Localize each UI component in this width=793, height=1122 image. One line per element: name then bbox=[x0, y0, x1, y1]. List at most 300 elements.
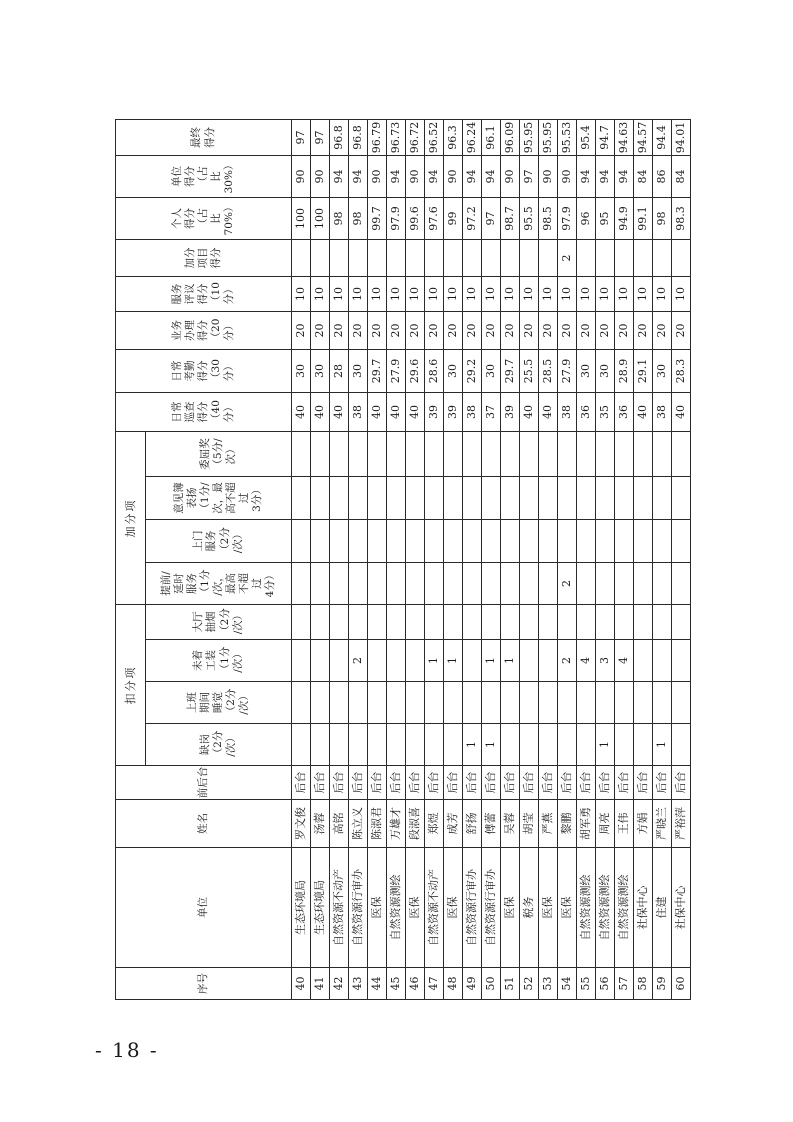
cell-home-service bbox=[653, 520, 672, 563]
cell-final-score: 95.95 bbox=[520, 120, 539, 156]
cell-attendance-score: 30 bbox=[444, 350, 463, 393]
cell-patrol-score: 40 bbox=[330, 393, 349, 432]
cell-extended-service: 2 bbox=[558, 563, 577, 605]
header-final-score: 最终 得分 bbox=[116, 120, 292, 156]
cell-review-score: 10 bbox=[520, 277, 539, 312]
cell-grievance bbox=[482, 432, 501, 477]
cell-grievance bbox=[349, 432, 368, 477]
cell-attendance-score: 29.1 bbox=[634, 350, 653, 393]
cell-unit: 社保中心 bbox=[672, 848, 691, 968]
table-row bbox=[368, 120, 387, 1000]
cell-absent bbox=[558, 724, 577, 766]
cell-patrol-score: 39 bbox=[501, 393, 520, 432]
header-bonus-group: 加分项 bbox=[116, 432, 146, 605]
cell-index: 59 bbox=[653, 968, 672, 1000]
table-row bbox=[349, 120, 368, 1000]
cell-post: 后台 bbox=[292, 766, 311, 800]
header-deduct-group: 扣分项 bbox=[116, 605, 146, 766]
cell-uniform bbox=[330, 640, 349, 682]
cell-personal-score: 98.3 bbox=[672, 198, 691, 240]
cell-bonus-score bbox=[463, 240, 482, 277]
cell-bonus-score bbox=[615, 240, 634, 277]
cell-sleep bbox=[425, 682, 444, 724]
table-row bbox=[406, 120, 425, 1000]
cell-unit: 医保 bbox=[558, 848, 577, 968]
cell-index: 48 bbox=[444, 968, 463, 1000]
cell-post: 后台 bbox=[520, 766, 539, 800]
cell-sleep bbox=[387, 682, 406, 724]
cell-unit: 自然资源不动产 bbox=[330, 848, 349, 968]
cell-personal-score: 97.9 bbox=[558, 198, 577, 240]
cell-post: 后台 bbox=[615, 766, 634, 800]
cell-sleep bbox=[672, 682, 691, 724]
cell-absent bbox=[292, 724, 311, 766]
cell-grievance bbox=[539, 432, 558, 477]
cell-attendance-score: 29.2 bbox=[463, 350, 482, 393]
table-row bbox=[311, 120, 330, 1000]
cell-home-service bbox=[482, 520, 501, 563]
cell-uniform: 3 bbox=[596, 640, 615, 682]
cell-attendance-score: 29.6 bbox=[406, 350, 425, 393]
cell-praise bbox=[311, 477, 330, 520]
cell-uniform: 1 bbox=[425, 640, 444, 682]
cell-absent bbox=[387, 724, 406, 766]
cell-bonus-score bbox=[539, 240, 558, 277]
cell-sleep bbox=[463, 682, 482, 724]
header-attendance-score: 日常 考勤 得分 （30 分） bbox=[116, 350, 292, 393]
cell-review-score: 10 bbox=[615, 277, 634, 312]
header-absent: 缺岗 （2分 /次） bbox=[146, 724, 292, 766]
cell-extended-service bbox=[634, 563, 653, 605]
table-row bbox=[501, 120, 520, 1000]
cell-post: 后台 bbox=[406, 766, 425, 800]
cell-final-score: 96.1 bbox=[482, 120, 501, 156]
cell-index: 44 bbox=[368, 968, 387, 1000]
table-body bbox=[292, 120, 691, 1000]
cell-absent bbox=[406, 724, 425, 766]
cell-uniform bbox=[672, 640, 691, 682]
table-row bbox=[558, 120, 577, 1000]
cell-patrol-score: 38 bbox=[558, 393, 577, 432]
cell-unit-score: 90 bbox=[368, 156, 387, 198]
cell-grievance bbox=[387, 432, 406, 477]
cell-uniform: 2 bbox=[349, 640, 368, 682]
cell-bonus-score bbox=[482, 240, 501, 277]
cell-praise bbox=[349, 477, 368, 520]
cell-name: 周亮 bbox=[596, 800, 615, 848]
cell-name: 严晓兰 bbox=[653, 800, 672, 848]
cell-business-score: 20 bbox=[615, 312, 634, 350]
header-index: 序号 bbox=[116, 968, 292, 1000]
cell-smoking bbox=[634, 605, 653, 640]
header-unit: 单位 bbox=[116, 848, 292, 968]
cell-final-score: 96.3 bbox=[444, 120, 463, 156]
cell-sleep bbox=[520, 682, 539, 724]
cell-sleep bbox=[615, 682, 634, 724]
cell-home-service bbox=[672, 520, 691, 563]
cell-praise bbox=[653, 477, 672, 520]
cell-unit: 生态环境局 bbox=[292, 848, 311, 968]
cell-unit-score: 97 bbox=[520, 156, 539, 198]
cell-patrol-score: 39 bbox=[425, 393, 444, 432]
cell-home-service bbox=[463, 520, 482, 563]
cell-grievance bbox=[634, 432, 653, 477]
cell-index: 52 bbox=[520, 968, 539, 1000]
cell-patrol-score: 36 bbox=[577, 393, 596, 432]
cell-name: 舒扬 bbox=[463, 800, 482, 848]
cell-patrol-score: 40 bbox=[387, 393, 406, 432]
cell-smoking bbox=[463, 605, 482, 640]
cell-bonus-score: 2 bbox=[558, 240, 577, 277]
cell-post: 后台 bbox=[311, 766, 330, 800]
cell-unit: 自然资源行审办 bbox=[349, 848, 368, 968]
cell-business-score: 20 bbox=[558, 312, 577, 350]
cell-personal-score: 100 bbox=[292, 198, 311, 240]
cell-unit: 自然资源测绘 bbox=[615, 848, 634, 968]
table-row bbox=[672, 120, 691, 1000]
cell-patrol-score: 36 bbox=[615, 393, 634, 432]
cell-praise bbox=[577, 477, 596, 520]
cell-attendance-score: 30 bbox=[596, 350, 615, 393]
cell-post: 后台 bbox=[368, 766, 387, 800]
cell-final-score: 95.4 bbox=[577, 120, 596, 156]
header-sleep: 上班 期间 睡觉 （2分 /次） bbox=[146, 682, 292, 724]
cell-patrol-score: 40 bbox=[368, 393, 387, 432]
cell-review-score: 10 bbox=[292, 277, 311, 312]
cell-uniform bbox=[463, 640, 482, 682]
cell-final-score: 96.79 bbox=[368, 120, 387, 156]
cell-uniform bbox=[634, 640, 653, 682]
cell-personal-score: 100 bbox=[311, 198, 330, 240]
cell-attendance-score: 25.5 bbox=[520, 350, 539, 393]
cell-post: 后台 bbox=[463, 766, 482, 800]
cell-smoking bbox=[577, 605, 596, 640]
cell-patrol-score: 39 bbox=[444, 393, 463, 432]
cell-grievance bbox=[330, 432, 349, 477]
cell-patrol-score: 40 bbox=[311, 393, 330, 432]
header-post: 前后台 bbox=[116, 766, 292, 800]
cell-post: 后台 bbox=[349, 766, 368, 800]
cell-smoking bbox=[311, 605, 330, 640]
cell-business-score: 20 bbox=[463, 312, 482, 350]
cell-unit-score: 86 bbox=[653, 156, 672, 198]
cell-business-score: 20 bbox=[653, 312, 672, 350]
cell-review-score: 10 bbox=[330, 277, 349, 312]
cell-personal-score: 97 bbox=[482, 198, 501, 240]
table-row bbox=[653, 120, 672, 1000]
cell-uniform bbox=[539, 640, 558, 682]
cell-business-score: 20 bbox=[539, 312, 558, 350]
cell-name: 胡军勇 bbox=[577, 800, 596, 848]
cell-business-score: 20 bbox=[368, 312, 387, 350]
cell-unit-score: 94 bbox=[596, 156, 615, 198]
cell-extended-service bbox=[444, 563, 463, 605]
cell-home-service bbox=[539, 520, 558, 563]
cell-home-service bbox=[501, 520, 520, 563]
cell-bonus-score bbox=[330, 240, 349, 277]
cell-extended-service bbox=[463, 563, 482, 605]
page-number: - 18 - bbox=[95, 1038, 159, 1062]
cell-extended-service bbox=[330, 563, 349, 605]
cell-unit: 医保 bbox=[444, 848, 463, 968]
cell-sleep bbox=[558, 682, 577, 724]
cell-grievance bbox=[406, 432, 425, 477]
cell-personal-score: 99.1 bbox=[634, 198, 653, 240]
cell-attendance-score: 30 bbox=[311, 350, 330, 393]
cell-final-score: 97 bbox=[311, 120, 330, 156]
cell-uniform: 1 bbox=[444, 640, 463, 682]
header-home-service: 上门 服务 （2分 /次） bbox=[146, 520, 292, 563]
cell-personal-score: 94.9 bbox=[615, 198, 634, 240]
cell-unit-score: 90 bbox=[501, 156, 520, 198]
cell-attendance-score: 28.9 bbox=[615, 350, 634, 393]
cell-review-score: 10 bbox=[444, 277, 463, 312]
cell-unit-score: 94 bbox=[387, 156, 406, 198]
cell-review-score: 10 bbox=[653, 277, 672, 312]
cell-grievance bbox=[311, 432, 330, 477]
cell-name: 黎鹏 bbox=[558, 800, 577, 848]
cell-index: 45 bbox=[387, 968, 406, 1000]
cell-name: 段淑喜 bbox=[406, 800, 425, 848]
header-row-groups bbox=[116, 120, 146, 1000]
cell-attendance-score: 28.5 bbox=[539, 350, 558, 393]
header-business-score: 业务 办理 得分 （20 分） bbox=[116, 312, 292, 350]
cell-absent bbox=[577, 724, 596, 766]
cell-unit: 医保 bbox=[539, 848, 558, 968]
cell-business-score: 20 bbox=[387, 312, 406, 350]
cell-absent bbox=[368, 724, 387, 766]
cell-patrol-score: 40 bbox=[634, 393, 653, 432]
cell-home-service bbox=[330, 520, 349, 563]
cell-personal-score: 98 bbox=[349, 198, 368, 240]
cell-patrol-score: 40 bbox=[406, 393, 425, 432]
cell-review-score: 10 bbox=[425, 277, 444, 312]
cell-grievance bbox=[444, 432, 463, 477]
cell-home-service bbox=[520, 520, 539, 563]
cell-sleep bbox=[368, 682, 387, 724]
cell-unit: 自然资源行审办 bbox=[482, 848, 501, 968]
cell-home-service bbox=[577, 520, 596, 563]
cell-index: 47 bbox=[425, 968, 444, 1000]
cell-sleep bbox=[501, 682, 520, 724]
cell-business-score: 20 bbox=[577, 312, 596, 350]
cell-uniform: 1 bbox=[482, 640, 501, 682]
header-praise: 意见簿 表扬 （1分/ 次，最 高不超 过 3分） bbox=[146, 477, 292, 520]
cell-personal-score: 97.9 bbox=[387, 198, 406, 240]
cell-unit: 自然资源测绘 bbox=[596, 848, 615, 968]
cell-home-service bbox=[634, 520, 653, 563]
cell-attendance-score: 29.7 bbox=[368, 350, 387, 393]
cell-home-service bbox=[444, 520, 463, 563]
cell-final-score: 94.01 bbox=[672, 120, 691, 156]
cell-index: 40 bbox=[292, 968, 311, 1000]
cell-patrol-score: 38 bbox=[463, 393, 482, 432]
cell-absent: 1 bbox=[653, 724, 672, 766]
cell-extended-service bbox=[577, 563, 596, 605]
cell-unit-score: 94 bbox=[482, 156, 501, 198]
cell-index: 42 bbox=[330, 968, 349, 1000]
cell-post: 后台 bbox=[501, 766, 520, 800]
cell-review-score: 10 bbox=[558, 277, 577, 312]
cell-smoking bbox=[596, 605, 615, 640]
cell-post: 后台 bbox=[653, 766, 672, 800]
cell-final-score: 95.95 bbox=[539, 120, 558, 156]
cell-extended-service bbox=[406, 563, 425, 605]
cell-bonus-score bbox=[653, 240, 672, 277]
cell-business-score: 20 bbox=[482, 312, 501, 350]
cell-attendance-score: 30 bbox=[482, 350, 501, 393]
cell-smoking bbox=[653, 605, 672, 640]
cell-grievance bbox=[615, 432, 634, 477]
cell-review-score: 10 bbox=[577, 277, 596, 312]
cell-post: 后台 bbox=[634, 766, 653, 800]
cell-home-service bbox=[292, 520, 311, 563]
cell-personal-score: 97.6 bbox=[425, 198, 444, 240]
cell-unit-score: 90 bbox=[406, 156, 425, 198]
cell-index: 60 bbox=[672, 968, 691, 1000]
cell-name: 陈淑君 bbox=[368, 800, 387, 848]
cell-praise bbox=[672, 477, 691, 520]
cell-final-score: 96.8 bbox=[349, 120, 368, 156]
cell-name: 郑煜 bbox=[425, 800, 444, 848]
cell-unit-score: 84 bbox=[634, 156, 653, 198]
table-row bbox=[463, 120, 482, 1000]
cell-smoking bbox=[558, 605, 577, 640]
cell-personal-score: 99.6 bbox=[406, 198, 425, 240]
cell-business-score: 20 bbox=[444, 312, 463, 350]
cell-attendance-score: 27.9 bbox=[387, 350, 406, 393]
cell-unit: 医保 bbox=[406, 848, 425, 968]
cell-smoking bbox=[406, 605, 425, 640]
cell-absent bbox=[330, 724, 349, 766]
cell-sleep bbox=[539, 682, 558, 724]
cell-smoking bbox=[368, 605, 387, 640]
cell-home-service bbox=[596, 520, 615, 563]
cell-final-score: 94.57 bbox=[634, 120, 653, 156]
header-personal-score: 个人 得分 （占 比 70%） bbox=[116, 198, 292, 240]
cell-bonus-score bbox=[672, 240, 691, 277]
cell-sleep bbox=[482, 682, 501, 724]
cell-home-service bbox=[615, 520, 634, 563]
cell-extended-service bbox=[425, 563, 444, 605]
cell-business-score: 20 bbox=[634, 312, 653, 350]
cell-sleep bbox=[634, 682, 653, 724]
cell-unit-score: 94 bbox=[615, 156, 634, 198]
cell-patrol-score: 38 bbox=[653, 393, 672, 432]
cell-post: 后台 bbox=[330, 766, 349, 800]
cell-bonus-score bbox=[387, 240, 406, 277]
cell-final-score: 96.8 bbox=[330, 120, 349, 156]
cell-personal-score: 98 bbox=[330, 198, 349, 240]
cell-personal-score: 99.7 bbox=[368, 198, 387, 240]
cell-final-score: 97 bbox=[292, 120, 311, 156]
cell-bonus-score bbox=[406, 240, 425, 277]
cell-business-score: 20 bbox=[520, 312, 539, 350]
cell-personal-score: 99 bbox=[444, 198, 463, 240]
cell-review-score: 10 bbox=[406, 277, 425, 312]
cell-smoking bbox=[387, 605, 406, 640]
cell-unit-score: 90 bbox=[444, 156, 463, 198]
cell-personal-score: 95 bbox=[596, 198, 615, 240]
cell-final-score: 96.09 bbox=[501, 120, 520, 156]
cell-attendance-score: 28.6 bbox=[425, 350, 444, 393]
cell-unit-score: 90 bbox=[292, 156, 311, 198]
cell-absent bbox=[520, 724, 539, 766]
cell-attendance-score: 28 bbox=[330, 350, 349, 393]
header-name: 姓名 bbox=[116, 800, 292, 848]
score-table bbox=[115, 119, 691, 1000]
cell-post: 后台 bbox=[558, 766, 577, 800]
cell-extended-service bbox=[501, 563, 520, 605]
cell-home-service bbox=[558, 520, 577, 563]
cell-attendance-score: 30 bbox=[292, 350, 311, 393]
cell-business-score: 20 bbox=[425, 312, 444, 350]
cell-smoking bbox=[482, 605, 501, 640]
cell-attendance-score: 28.3 bbox=[672, 350, 691, 393]
cell-unit-score: 94 bbox=[577, 156, 596, 198]
cell-business-score: 20 bbox=[596, 312, 615, 350]
cell-home-service bbox=[368, 520, 387, 563]
header-unit-score: 单位 得分 （占 比 30%） bbox=[116, 156, 292, 198]
cell-final-score: 95.53 bbox=[558, 120, 577, 156]
cell-extended-service bbox=[672, 563, 691, 605]
cell-home-service bbox=[387, 520, 406, 563]
cell-grievance bbox=[653, 432, 672, 477]
cell-name: 成芳 bbox=[444, 800, 463, 848]
table-row bbox=[520, 120, 539, 1000]
cell-sleep bbox=[330, 682, 349, 724]
cell-sleep bbox=[577, 682, 596, 724]
cell-praise bbox=[539, 477, 558, 520]
cell-personal-score: 98.5 bbox=[539, 198, 558, 240]
cell-patrol-score: 38 bbox=[349, 393, 368, 432]
cell-smoking bbox=[292, 605, 311, 640]
table-row bbox=[482, 120, 501, 1000]
cell-grievance bbox=[368, 432, 387, 477]
cell-business-score: 20 bbox=[501, 312, 520, 350]
cell-patrol-score: 40 bbox=[520, 393, 539, 432]
cell-index: 57 bbox=[615, 968, 634, 1000]
cell-name: 傅蕾 bbox=[482, 800, 501, 848]
header-extended-service: 提前/ 延时 服务 （1分 /次， 最高 不超 过 4分） bbox=[146, 563, 292, 605]
cell-absent: 1 bbox=[596, 724, 615, 766]
cell-home-service bbox=[349, 520, 368, 563]
cell-index: 49 bbox=[463, 968, 482, 1000]
cell-final-score: 96.52 bbox=[425, 120, 444, 156]
cell-bonus-score bbox=[311, 240, 330, 277]
cell-unit-score: 90 bbox=[539, 156, 558, 198]
cell-smoking bbox=[425, 605, 444, 640]
cell-absent bbox=[425, 724, 444, 766]
cell-business-score: 20 bbox=[349, 312, 368, 350]
cell-index: 56 bbox=[596, 968, 615, 1000]
cell-extended-service bbox=[482, 563, 501, 605]
cell-praise bbox=[425, 477, 444, 520]
cell-index: 53 bbox=[539, 968, 558, 1000]
cell-business-score: 20 bbox=[406, 312, 425, 350]
cell-personal-score: 98 bbox=[653, 198, 672, 240]
cell-name: 罗文俊 bbox=[292, 800, 311, 848]
cell-praise bbox=[463, 477, 482, 520]
cell-bonus-score bbox=[292, 240, 311, 277]
table-row bbox=[615, 120, 634, 1000]
cell-bonus-score bbox=[634, 240, 653, 277]
cell-name: 汤蓉 bbox=[311, 800, 330, 848]
cell-grievance bbox=[463, 432, 482, 477]
cell-name: 陈立义 bbox=[349, 800, 368, 848]
cell-unit: 自然资源测绘 bbox=[577, 848, 596, 968]
cell-uniform bbox=[406, 640, 425, 682]
